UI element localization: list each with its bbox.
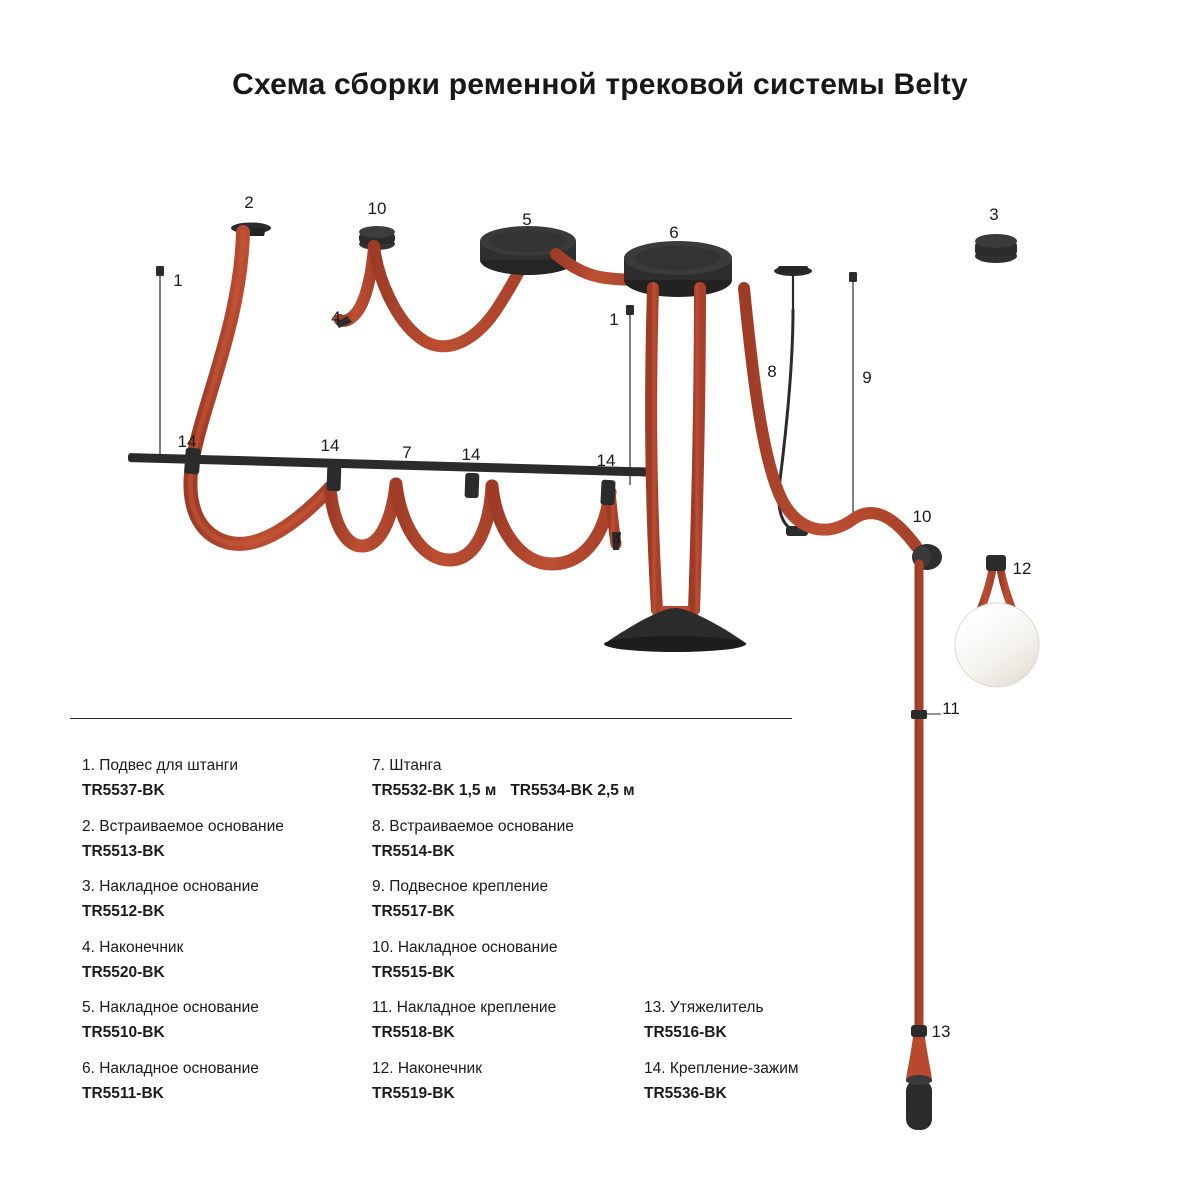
- legend-item-name: 12. Наконечник: [372, 1059, 482, 1077]
- callout-number: 14: [596, 451, 616, 470]
- legend-item: [372, 877, 702, 921]
- legend-item-name: 9. Подвесное крепление: [372, 878, 549, 895]
- legend-item-code: TR5513-BK: [82, 842, 165, 860]
- legend-item-name: 13. Утяжелитель: [644, 999, 764, 1016]
- hanging-mount-part-9: [849, 272, 857, 514]
- callout-number: 9: [862, 368, 872, 387]
- legend-item: [82, 877, 337, 921]
- legend-item-code: TR5511-BK: [82, 1084, 164, 1102]
- callout-number: 12: [1012, 559, 1032, 578]
- belt-segment-left: [190, 232, 330, 544]
- callout-number: 1: [609, 310, 619, 329]
- legend-item-code: TR5537-BK: [82, 782, 165, 799]
- callout-number: 11: [942, 699, 960, 718]
- legend-item-name: 2. Встраиваемое основание: [82, 817, 284, 835]
- belt-vertical-right: [918, 564, 919, 1028]
- callout-number: 8: [767, 362, 777, 381]
- callout-number: 2: [244, 193, 254, 212]
- legend-item-code: TR5512-BK: [82, 903, 165, 920]
- legend-item-code: TR5517-BK: [372, 903, 455, 920]
- legend-item-name: 6. Накладное основание: [82, 1059, 259, 1077]
- legend-item-name: 1. Подвес для штанги: [82, 757, 239, 774]
- page-title: Схема сборки ременной трековой системы Belty: [232, 68, 968, 101]
- legend-item: [82, 817, 337, 861]
- globe-shade: [955, 603, 1039, 687]
- legend-item: [372, 756, 702, 800]
- legend-item-code: TR5519-BK: [372, 1084, 455, 1102]
- belt-pair-to-cone: [651, 288, 700, 618]
- legend-item: [644, 1059, 944, 1103]
- legend-item-name: 10. Накладное основание: [372, 938, 558, 956]
- rod-part-7: [128, 453, 656, 477]
- legend-item-code: TR5536-BK: [644, 1084, 727, 1102]
- callout-number: 10: [912, 507, 932, 526]
- legend-divider: [70, 718, 792, 719]
- legend-item-name: 5. Накладное основание: [82, 999, 259, 1016]
- rod-hanger-part-1-right: [626, 305, 634, 485]
- surface-mount-part-11: [911, 710, 941, 719]
- legend-item-name: 14. Крепление-зажим: [644, 1059, 799, 1077]
- clamp-part-14-d: [600, 480, 615, 506]
- legend-item-name: 3. Накладное основание: [82, 878, 259, 895]
- surface-base-part-5: [480, 226, 576, 275]
- callout-number: 6: [669, 223, 679, 242]
- legend-item-code: TR5520-BK: [82, 963, 165, 981]
- legend-item-code: TR5516-BK: [644, 1024, 727, 1041]
- legend-item-name: 4. Наконечник: [82, 938, 184, 956]
- legend-item: [372, 938, 702, 982]
- surface-base-part-6: [624, 241, 732, 297]
- callout-number: 1: [173, 271, 183, 290]
- legend-item-code: TR5515-BK: [372, 963, 455, 981]
- callout-number: 4: [612, 530, 622, 549]
- legend-item-name: 11. Накладное крепление: [372, 999, 557, 1016]
- legend-item-code: TR5518-BK: [372, 1024, 455, 1041]
- callout-number: 7: [402, 443, 412, 462]
- callout-number: 3: [989, 205, 999, 224]
- callout-number: 14: [320, 436, 340, 455]
- rod-hanger-part-1-left: [156, 266, 164, 462]
- callout-number: 14: [177, 432, 197, 451]
- belt-right-sweep: [744, 288, 916, 546]
- cone-shade: [604, 608, 747, 652]
- legend-item-code: TR5514-BK: [372, 842, 455, 860]
- legend-item-code: TR5532-BK 1,5 м TR5534-BK 2,5 м: [372, 782, 635, 799]
- legend-item: [82, 1059, 337, 1103]
- callout-number: 10: [367, 199, 387, 218]
- legend-item: [82, 756, 337, 800]
- legend-item: [82, 938, 337, 982]
- callout-number: 4: [331, 308, 341, 327]
- clamp-part-14-a: [184, 448, 201, 475]
- clamp-part-14-b: [326, 466, 341, 491]
- legend-item: [372, 817, 702, 861]
- belt-swag-1: [330, 484, 396, 546]
- belt-tip-part-12: [986, 555, 1006, 571]
- legend-item-name: 7. Штанга: [372, 757, 442, 774]
- legend-item-name: 8. Встраиваемое основание: [372, 817, 574, 835]
- callout-number: 13: [931, 1022, 951, 1041]
- belt-swag-3: [492, 486, 616, 564]
- legend-item: [82, 998, 337, 1042]
- callout-number: 5: [522, 210, 532, 229]
- legend-item-code: TR5510-BK: [82, 1024, 165, 1041]
- callout-number: 14: [461, 445, 481, 464]
- clamp-part-14-c: [465, 473, 480, 498]
- legend-item: [644, 998, 944, 1042]
